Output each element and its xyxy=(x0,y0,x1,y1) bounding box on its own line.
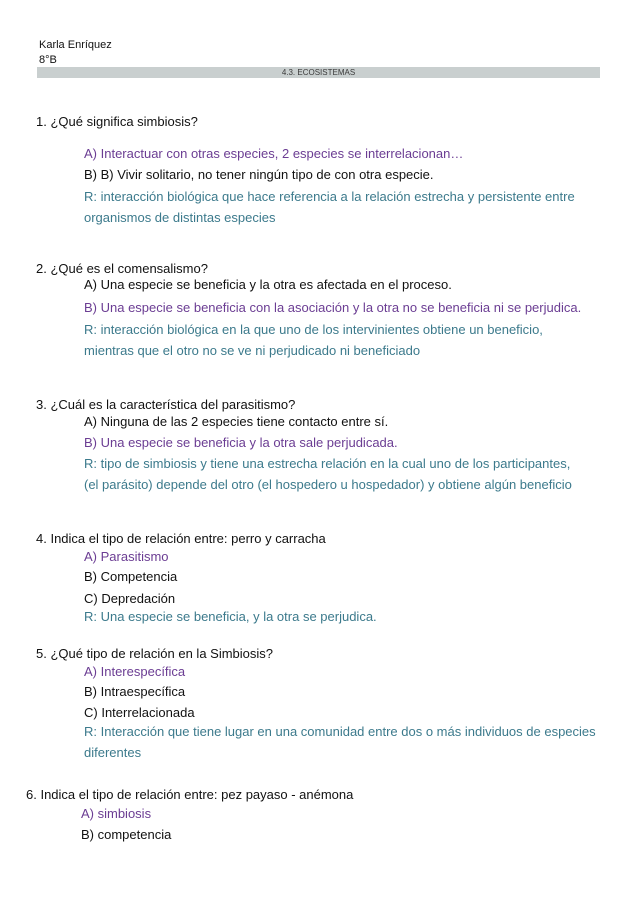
student-name: Karla Enríquez xyxy=(39,39,112,51)
question-4-option-c: C) Depredación xyxy=(84,591,176,606)
question-6-option-a: A) simbiosis xyxy=(81,806,152,821)
question-5: 5. ¿Qué tipo de relación en la Simbiosis? xyxy=(36,646,274,661)
question-4-option-a: A) Parasitismo xyxy=(84,549,169,564)
question-5-answer xyxy=(84,721,614,763)
question-1-option-b: B) B) Vivir solitario, no tener ningún tipo de con otra especie. xyxy=(84,167,434,182)
question-2-option-a: A) Una especie se beneficia y la otra es afectada en el proceso. xyxy=(84,277,452,292)
question-1-answer-line-1: R: interacción biológica que hace referencia a la relación estrecha y persistente entre xyxy=(84,189,575,204)
question-4-answer xyxy=(84,606,614,627)
question-3: 3. ¿Cuál es la característica del parasitismo? xyxy=(36,397,296,412)
question-2-answer-line-1: R: interacción biológica en la que uno de los intervinientes obtiene un beneficio, xyxy=(84,322,543,337)
question-1-option-a: A) Interactuar con otras especies, 2 especies se interrelacionan… xyxy=(84,146,464,161)
question-5-option-b: B) Intraespecífica xyxy=(84,684,186,699)
question-2: 2. ¿Qué es el comensalismo? xyxy=(36,261,208,276)
section-title-bar xyxy=(37,67,600,78)
student-grade: 8°B xyxy=(39,54,57,66)
question-1-answer-line-2: organismos de distintas especies xyxy=(84,210,276,225)
question-5-answer-line-2: diferentes xyxy=(84,745,142,760)
question-2-answer-line-2: mientras que el otro no se ve ni perjudicado ni beneficiado xyxy=(84,343,421,358)
question-5-option-a: A) Interespecífica xyxy=(84,664,186,679)
question-6-option-b: B) competencia xyxy=(81,827,172,842)
question-3-option-b: B) Una especie se beneficia y la otra sale perjudicada. xyxy=(84,435,398,450)
section-title: 4.3. ECOSISTEMAS xyxy=(281,68,356,77)
question-2-answer xyxy=(84,319,614,361)
question-3-answer-line-1: R: tipo de simbiosis y tiene una estrecha relación en la cual uno de los participantes, xyxy=(84,456,571,471)
question-1-answer xyxy=(84,186,614,228)
question-1: 1. ¿Qué significa simbiosis? xyxy=(36,114,198,129)
question-3-answer xyxy=(84,453,614,495)
question-5-answer-line-1: R: Interacción que tiene lugar en una comunidad entre dos o más individuos de especies xyxy=(84,724,596,739)
question-5-option-c: C) Interrelacionada xyxy=(84,705,195,720)
question-2-option-b: B) Una especie se beneficia con la asociación y la otra no se beneficia ni se perjudica. xyxy=(84,300,582,315)
question-3-answer-line-2: (el parásito) depende del otro (el hospedero u hospedador) y obtiene algún beneficio xyxy=(84,477,572,492)
question-4-answer-line-1: R: Una especie se beneficia, y la otra se perjudica. xyxy=(84,609,377,624)
question-3-option-a: A) Ninguna de las 2 especies tiene contacto entre sí. xyxy=(84,414,389,429)
question-6: 6. Indica el tipo de relación entre: pez payaso - anémona xyxy=(26,787,354,802)
question-4-option-b: B) Competencia xyxy=(84,569,178,584)
question-4: 4. Indica el tipo de relación entre: perro y carracha xyxy=(36,531,326,546)
